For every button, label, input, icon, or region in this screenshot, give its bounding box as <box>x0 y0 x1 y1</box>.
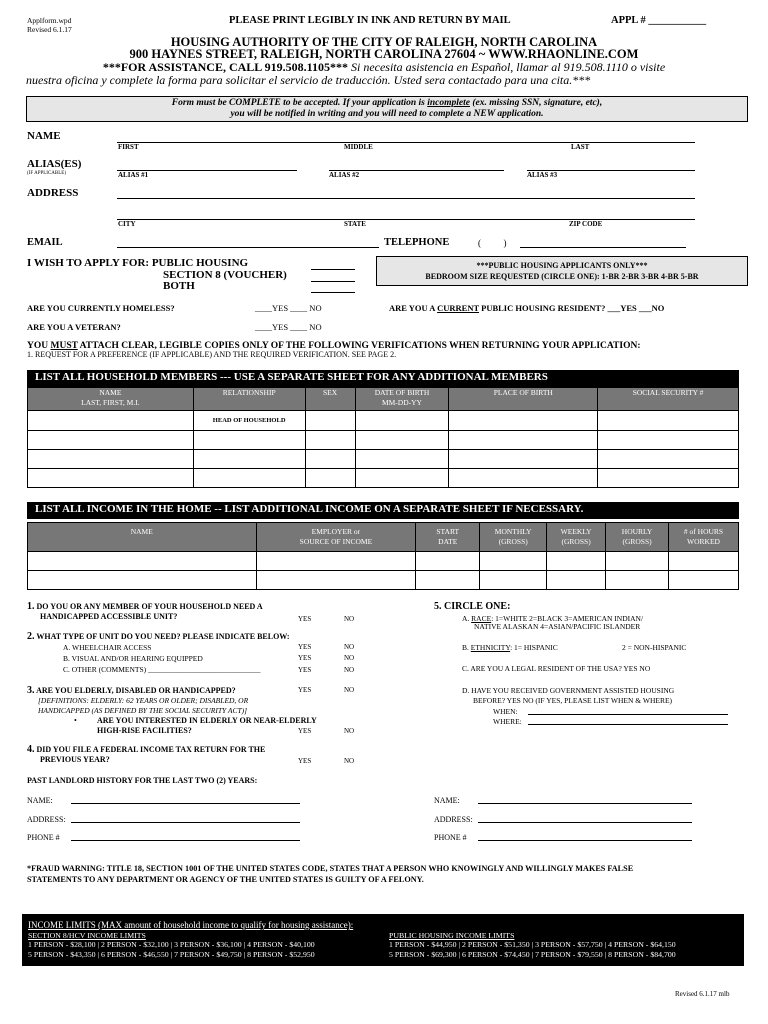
question-5: 5. CIRCLE ONE: <box>434 601 511 612</box>
landlord1-name-field[interactable] <box>71 803 300 804</box>
bullet-icon: • <box>74 716 77 725</box>
q3-definition-2: HANDICAPPED (AS DEFINED BY THE SOCIAL SECURITY ACT)] <box>38 706 248 715</box>
zip-label: ZIP CODE <box>569 220 603 228</box>
q1-yes[interactable]: YES <box>298 615 312 623</box>
spanish-note-2: nuestra oficina y complete la forma para solicitar el servicio de traducción. Usted sera contactado para una cita.*** <box>26 73 591 87</box>
apply-public-housing: PUBLIC HOUSING <box>151 257 249 269</box>
q3-no[interactable]: NO <box>344 686 355 694</box>
income-col-weekly: WEEKLY (GROSS) <box>547 523 606 552</box>
income-col-employer: EMPLOYER or SOURCE OF INCOME <box>256 523 416 552</box>
org-address: 900 HAYNES STREET, RALEIGH, NORTH CAROLINA 27604 ~ WWW.RHAONLINE.COM <box>129 47 639 61</box>
apply-section8: SECTION 8 (VOUCHER) <box>163 268 287 281</box>
q5-when-label: WHEN: <box>493 707 518 716</box>
income-limits-title: INCOME LIMITS (MAX amount of household income to qualify for housing assistance): <box>28 920 354 930</box>
income-limits-box <box>22 914 744 966</box>
public-housing-check[interactable] <box>311 269 355 270</box>
apply-label: I WISH TO APPLY FOR: <box>27 257 150 269</box>
col-place-of-birth: PLACE OF BIRTH <box>449 388 598 411</box>
alias1-label: ALIAS #1 <box>118 171 149 179</box>
appl-number[interactable]: APPL # ___________ <box>611 15 707 26</box>
q5-gov-housing-2[interactable]: BEFORE? YES NO (IF YES, PLEASE LIST WHEN & WHERE) <box>473 696 673 705</box>
q2-wheelchair: A. WHEELCHAIR ACCESS <box>63 643 152 652</box>
name-label: NAME <box>27 130 61 142</box>
telephone-field[interactable] <box>520 247 686 248</box>
q4-no[interactable]: NO <box>344 757 355 765</box>
income-col-start: START DATE <box>416 523 480 552</box>
landlord1-address-label: ADDRESS: <box>27 815 66 824</box>
landlord2-address-label: ADDRESS: <box>434 815 473 824</box>
landlord2-name-field[interactable] <box>478 803 692 804</box>
bedroom-size[interactable]: BEDROOM SIZE REQUESTED (CIRCLE ONE): 1-BR 2-BR 3-BR 4-BR 5-BR <box>425 272 699 281</box>
col-name: NAME LAST, FIRST, M.I. <box>28 388 194 411</box>
file-name: Applform.wpd <box>27 16 72 25</box>
landlord1-phone-label: PHONE # <box>27 833 60 842</box>
q3-definition-1: [DEFINITIONS: ELDERLY: 62 YEARS OR OLDER; DISABLED, OR <box>38 696 249 705</box>
alias3-label: ALIAS #3 <box>527 171 558 179</box>
city-label: CITY <box>118 220 136 228</box>
q3-sub-no[interactable]: NO <box>344 727 355 735</box>
q5-ethnicity-non-hispanic[interactable]: 2 = NON-HISPANIC <box>622 643 687 652</box>
landlord1-name-label: NAME: <box>27 796 53 805</box>
income-title: LIST ALL INCOME IN THE HOME -- LIST ADDITIONAL INCOME ON A SEPARATE SHEET IF NECESSARY. <box>27 502 739 519</box>
table-row[interactable] <box>28 431 739 450</box>
assistance-phone: ***FOR ASSISTANCE, CALL 919.508.1105*** <box>102 60 348 74</box>
q2-visual-hearing: B. VISUAL AND/OR HEARING EQUIPPED <box>63 654 203 663</box>
landlord1-phone-field[interactable] <box>71 840 300 841</box>
q5-legal-resident[interactable]: C. ARE YOU A LEGAL RESIDENT OF THE USA? YES NO <box>462 664 651 673</box>
landlord2-phone-label: PHONE # <box>434 833 467 842</box>
homeless-yes-no[interactable]: ____YES ____ NO <box>255 303 322 313</box>
landlord2-phone-field[interactable] <box>478 840 692 841</box>
veteran-question: ARE YOU A VETERAN? <box>27 322 121 332</box>
household-title: LIST ALL HOUSEHOLD MEMBERS --- USE A SEPARATE SHEET FOR ANY ADDITIONAL MEMBERS <box>27 370 739 387</box>
veteran-yes-no[interactable]: ____YES ____ NO <box>255 322 322 332</box>
col-dob: DATE OF BIRTH MM-DD-YY <box>355 388 449 411</box>
head-of-household-cell: HEAD OF HOUSEHOLD <box>193 411 305 431</box>
income-col-name: NAME <box>28 523 257 552</box>
revised-date: Revised 6.1.17 <box>27 25 72 34</box>
col-sex: SEX <box>305 388 355 411</box>
ph-limits-row1: 1 PERSON - $44,950 | 2 PERSON - $51,350 | 3 PERSON - $57,750 | 4 PERSON - $64,150 <box>389 940 676 949</box>
attach-notice: YOU MUST ATTACH CLEAR, LEGIBLE COPIES ONLY OF THE FOLLOWING VERIFICATIONS WHEN RETURNING YOUR APPLICATION: <box>27 341 641 351</box>
public-housing-only-box <box>376 256 748 286</box>
email-field[interactable] <box>117 247 379 248</box>
income-col-hours: # of HOURS WORKED <box>669 523 739 552</box>
state-label: STATE <box>344 220 366 228</box>
q5-when-field[interactable] <box>528 714 728 715</box>
org-name: HOUSING AUTHORITY OF THE CITY OF RALEIGH, NORTH CAROLINA <box>170 35 598 49</box>
first-label: FIRST <box>118 143 139 151</box>
telephone-label: TELEPHONE <box>384 237 450 248</box>
q5-race-2[interactable]: NATIVE ALASKAN 4=ASIAN/PACIFIC ISLANDER <box>474 622 641 631</box>
income-col-monthly: MONTHLY (GROSS) <box>480 523 547 552</box>
question-2: 2. WHAT TYPE OF UNIT DO YOU NEED? PLEASE INDICATE BELOW: <box>27 631 290 642</box>
section8-check[interactable] <box>311 281 355 282</box>
q5-race[interactable]: A. RACE: 1=WHITE 2=BLACK 3=AMERICAN INDIAN/ <box>462 614 644 623</box>
q5-where-field[interactable] <box>528 724 728 725</box>
address-field[interactable] <box>117 198 695 199</box>
q1-no[interactable]: NO <box>344 615 355 623</box>
file-info <box>27 16 72 34</box>
question-4: 4. DID YOU FILE A FEDERAL INCOME TAX RETURN FOR THE PREVIOUS YEAR? <box>27 744 266 764</box>
table-row[interactable] <box>28 469 739 488</box>
q5-gov-housing: D. HAVE YOU RECEIVED GOVERNMENT ASSISTED HOUSING <box>462 686 675 695</box>
table-row[interactable] <box>28 411 739 431</box>
apply-both: BOTH <box>163 280 195 292</box>
fraud-warning: *FRAUD WARNING: TITLE 18, SECTION 1001 OF THE UNITED STATES CODE, STATES THAT A PERSON WHO KNOWINGLY AND WILLINGLY MAKES FALSE STATEMENTS TO ANY DEPARTMENT OR AGENCY OF THE UNITED STATES IS GUILTY OF A FELONY. <box>27 864 634 884</box>
name-field[interactable] <box>117 142 695 143</box>
telephone-parens: ( ) <box>478 238 507 248</box>
attach-item-1: 1. REQUEST FOR A PREFERENCE (IF APPLICABLE) AND THE REQUIRED VERIFICATION. SEE PAGE 2. <box>27 350 397 359</box>
last-label: LAST <box>571 143 590 151</box>
apply-for <box>27 258 287 293</box>
table-row[interactable] <box>28 552 739 571</box>
table-row[interactable] <box>28 571 739 590</box>
landlord-title: PAST LANDLORD HISTORY FOR THE LAST TWO (2) YEARS: <box>27 776 258 785</box>
alias-note: (IF APPLICABLE) <box>27 171 67 176</box>
address-label: ADDRESS <box>27 187 79 199</box>
q2a-yes[interactable]: YES <box>298 643 312 651</box>
email-label: EMAIL <box>27 237 63 248</box>
completion-notice: Form must be COMPLETE to be accepted. If your application is incomplete (ex. missing SSN, signature, etc), you will be notified in writing and you will need to complete a NEW application. <box>26 96 748 122</box>
alias-label: ALIAS(ES) <box>27 158 82 170</box>
q4-yes[interactable]: YES <box>298 757 312 765</box>
landlord2-address-field[interactable] <box>478 822 692 823</box>
income-col-hourly: HOURLY (GROSS) <box>606 523 669 552</box>
footer-revised: Revised 6.1.17 mlb <box>675 990 730 998</box>
current-resident-question[interactable]: ARE YOU A CURRENT PUBLIC HOUSING RESIDENT? ___YES ___NO <box>389 303 665 313</box>
s8-limits-title: SECTION 8/HCV INCOME LIMITS <box>28 930 146 940</box>
q2b-no[interactable]: NO <box>344 654 355 662</box>
q5-ethnicity[interactable]: B. ETHNICITY: 1= HISPANIC <box>462 643 558 652</box>
print-notice: PLEASE PRINT LEGIBLY IN INK AND RETURN BY MAIL <box>229 15 511 26</box>
q2c-yes[interactable]: YES <box>298 666 312 674</box>
ph-limits-row2: 5 PERSON - $69,300 | 6 PERSON - $74,450 | 7 PERSON - $79,550 | 8 PERSON - $84,700 <box>389 949 676 959</box>
s8-limits-row2: 5 PERSON - $43,350 | 6 PERSON - $46,550 | 7 PERSON - $49,750 | 8 PERSON - $52,950 <box>28 949 315 959</box>
col-ssn: SOCIAL SECURITY # <box>598 388 739 411</box>
q3-sub: ARE YOU INTERESTED IN ELDERLY OR NEAR-ELDERLY HIGH-RISE FACILITIES? <box>97 716 317 735</box>
alias2-label: ALIAS #2 <box>329 171 360 179</box>
homeless-question: ARE YOU CURRENTLY HOMELESS? <box>27 303 175 313</box>
col-relationship: RELATIONSHIP <box>193 388 305 411</box>
landlord2-name-label: NAME: <box>434 796 460 805</box>
assistance-line <box>0 60 768 74</box>
q2a-no[interactable]: NO <box>344 643 355 651</box>
both-check[interactable] <box>311 292 355 293</box>
ph-limits-title: PUBLIC HOUSING INCOME LIMITS <box>389 930 515 940</box>
q2b-yes[interactable]: YES <box>298 654 312 662</box>
spanish-note-1: Si necesita asistencia en Español, llamar al 919.508.1110 o visite <box>347 60 666 74</box>
s8-limits-row1: 1 PERSON - $28,100 | 2 PERSON - $32,100 | 3 PERSON - $36,100 | 4 PERSON - $40,100 <box>28 940 315 949</box>
middle-label: MIDDLE <box>344 143 373 151</box>
q5-where-label: WHERE: <box>493 717 522 726</box>
ph-only-title: ***PUBLIC HOUSING APPLICANTS ONLY*** <box>476 261 648 270</box>
q3-yes[interactable]: YES <box>298 686 312 694</box>
q2c-no[interactable]: NO <box>344 666 355 674</box>
q3-sub-yes[interactable]: YES <box>298 727 312 735</box>
question-3: 3. ARE YOU ELDERLY, DISABLED OR HANDICAPPED? <box>27 685 236 696</box>
income-table <box>27 522 739 590</box>
q2-other[interactable]: C. OTHER (COMMENTS) ______________________________ <box>63 665 261 674</box>
question-1: 1. DO YOU OR ANY MEMBER OF YOUR HOUSEHOLD NEED A HANDICAPPED ACCESSIBLE UNIT? <box>27 601 263 621</box>
household-table <box>27 387 739 488</box>
landlord1-address-field[interactable] <box>71 822 300 823</box>
table-row[interactable] <box>28 450 739 469</box>
city-state-zip-field[interactable] <box>117 219 695 220</box>
